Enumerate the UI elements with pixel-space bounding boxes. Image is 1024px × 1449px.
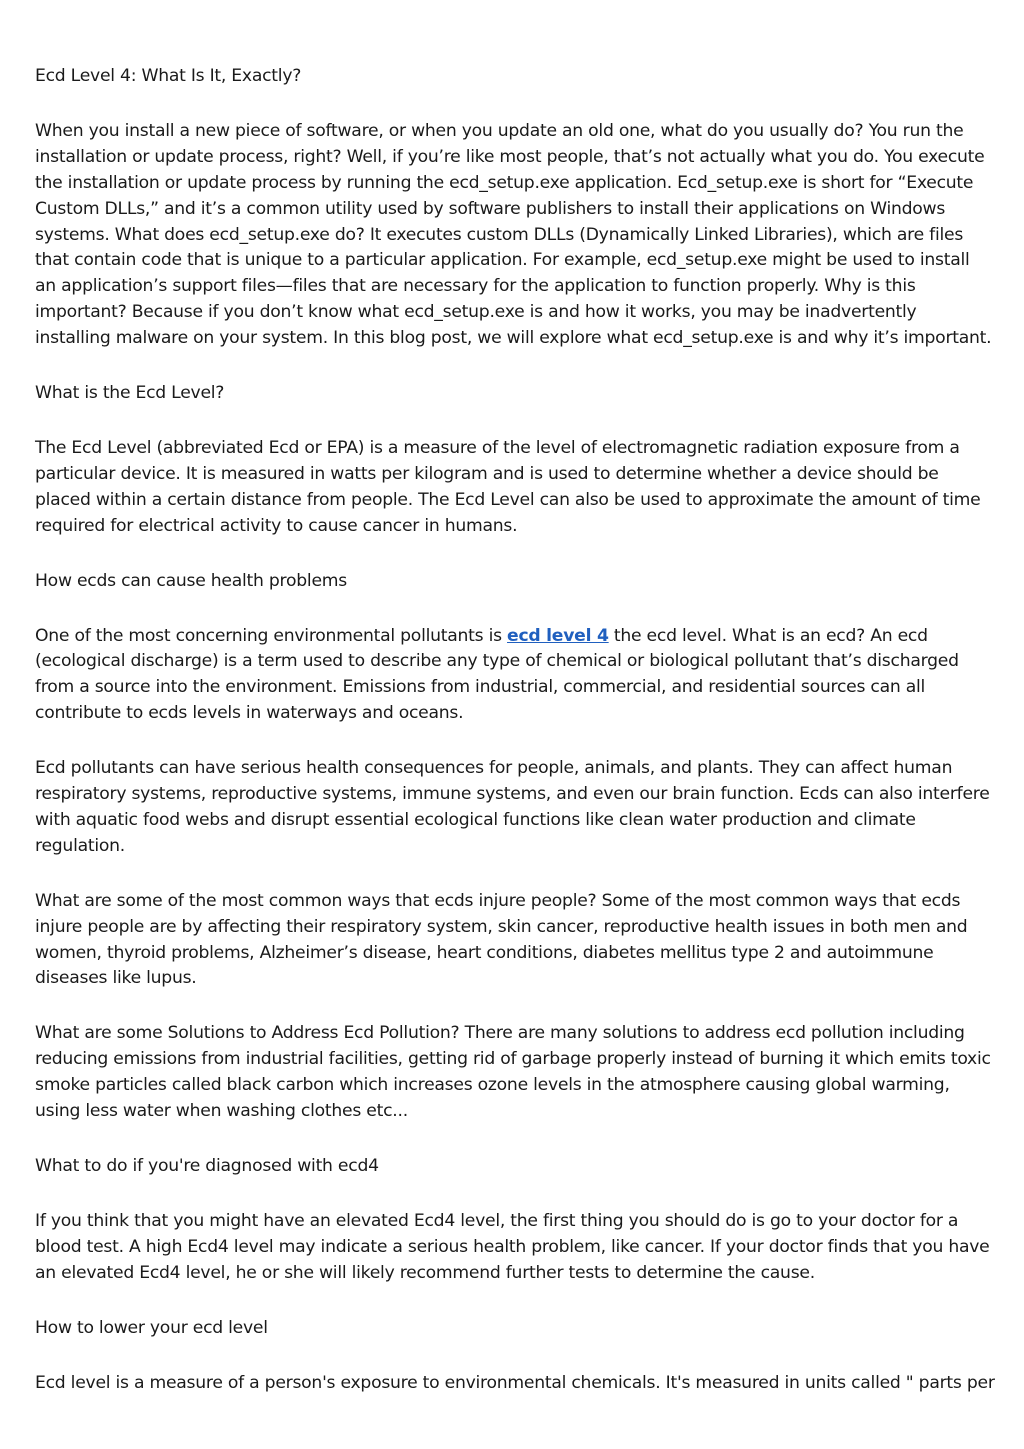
heading-ecd-level-4: Ecd Level 4: What Is It, Exactly? <box>35 66 302 86</box>
solutions-paragraph: What are some Solutions to Address Ecd Pollution? There are many solutions to address ecd pollution including reducing emissions from industrial facilities, getting rid of garbage properly instead of burning it which emits toxic smoke particles called black carbon which increases ozone levels in the atmosphere causing global warming, using less water when washing clothes etc... <box>35 1023 991 1122</box>
heading-what-is-ecd-level: What is the Ecd Level? <box>35 383 225 404</box>
document-body <box>35 64 995 1425</box>
diagnosis-paragraph: If you think that you might have an elevated Ecd4 level, the first thing you should do is go to your doctor for a blood test. A high Ecd4 level may indicate a serious health problem, like cancer. If your doctor finds that you have an elevated Ecd4 level, he or she will likely recommend further tests to determine the cause. <box>35 1210 990 1283</box>
heading-health-problems: How ecds can cause health problems <box>35 570 347 591</box>
pollutants-text-end: the ecd level. What is an ecd? An ecd (ecological discharge) is a term used to describe any type of chemical or biological pollutant that’s discharged from a source into the environment. Emissions from industrial, commercial, and residential sources can all contribute to ecds levels in waterways and oceans. <box>35 625 959 724</box>
health-consequences-paragraph: Ecd pollutants can have serious health consequences for people, animals, and plants. They can affect human respiratory systems, reproductive systems, immune systems, and even our brain function. Ecds can also interfere with aquatic food webs and disrupt essential ecological functions like clean water production and climate regulation. <box>35 758 990 856</box>
ecd-level-definition-paragraph: The Ecd Level (abbreviated Ecd or EPA) is a measure of the level of electromagnetic radiation exposure from a particular device. It is measured in watts per kilogram and is used to determine whether a device should be placed within a certain distance from people. The Ecd Level can also be used to approximate the amount of time required for electrical activity to cause cancer in humans. <box>35 437 981 536</box>
ecd-level-4-link[interactable]: ecd level 4 <box>507 625 609 646</box>
lower-ecd-paragraph: Ecd level is a measure of a person's exposure to environmental chemicals. It's measured in units called " parts per <box>35 1372 995 1393</box>
injuries-paragraph: What are some of the most common ways that ecds injure people? Some of the most common ways that ecds injure people are by affecting their respiratory system, skin cancer, reproductive health issues in both men and women, thyroid problems, Alzheimer’s disease, heart conditions, diabetes mellitus type 2 and autoimmune diseases like lupus. <box>35 890 968 989</box>
intro-paragraph: When you install a new piece of software, or when you update an old one, what do you usually do? You run the installation or update process, right? Well, if you’re like most people, that’s not actually what you do. You execute the installation or update process by running the ecd_setup.exe application. Ecd_setup.exe is short for “Execute Custom DLLs,” and it’s a common utility used by software publishers to install their applications on Windows systems. What does ecd_setup.exe do? It executes custom DLLs (Dynamically Linked Libraries), which are files that contain code that is unique to a particular application. For example, ecd_setup.exe might be used to install an application’s support files—files that are necessary for the application to function properly. Why is this important? Because if you don’t know what ecd_setup.exe is and how it works, you may be inadvertently installing malware on your system. In this blog post, we will explore what ecd_setup.exe is and why it’s important. <box>35 120 992 349</box>
heading-lower-ecd-level: How to lower your ecd level <box>35 1317 268 1338</box>
heading-diagnosed-ecd4: What to do if you're diagnosed with ecd4 <box>35 1156 379 1176</box>
pollutants-text-start: One of the most concerning environmental pollutants is <box>35 625 508 646</box>
pollutants-paragraph <box>35 624 995 728</box>
